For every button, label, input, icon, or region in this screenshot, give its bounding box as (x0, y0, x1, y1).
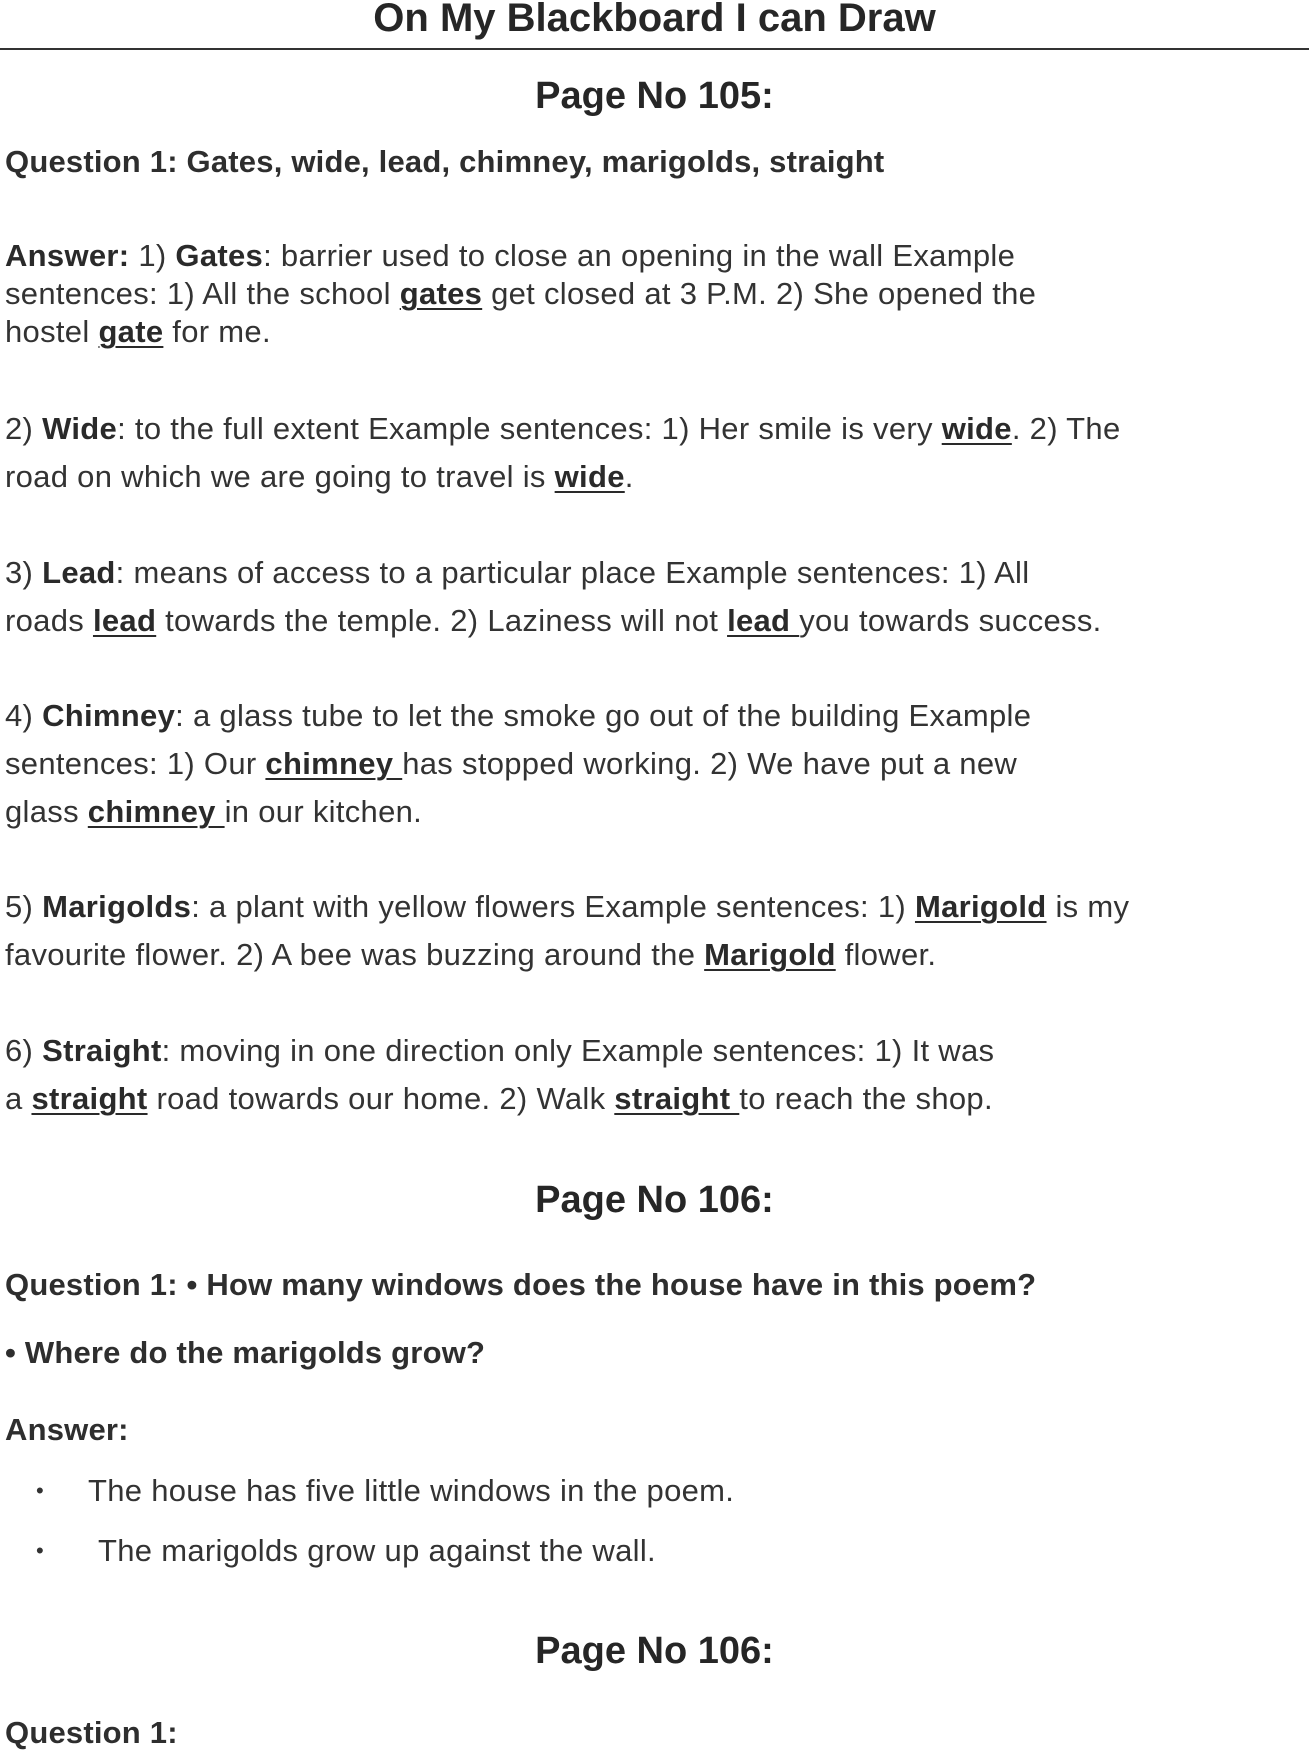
sentence-text: a (5, 1081, 32, 1116)
sentence-text: : a glass tube to let the smoke go out of the building Example (175, 698, 1032, 733)
keyword-underlined: wide (554, 459, 625, 494)
sentence-text: you towards success. (799, 603, 1102, 638)
sentence-text: favourite flower. 2) A bee was buzzing around the (5, 937, 705, 972)
keyword-underlined: straight (31, 1081, 148, 1116)
sentence-text: for me. (163, 314, 271, 349)
answer-line (5, 883, 1129, 931)
sentence-text: sentences: 1) All the school (5, 276, 400, 311)
sentence-text: in our kitchen. (224, 794, 423, 829)
item-number: 5) (5, 889, 34, 924)
vocab-word: Wide (42, 411, 118, 446)
keyword-underlined: lead (727, 603, 800, 638)
answer-item-gates (5, 237, 1036, 351)
sentence-text: glass (5, 794, 88, 829)
bullet-text: The marigolds grow up against the wall. (98, 1533, 656, 1568)
keyword-underlined: lead (92, 603, 157, 638)
sentence-text: roads (5, 603, 93, 638)
answer-line (5, 275, 1036, 313)
answer-label: Answer: (5, 1412, 129, 1447)
sentence-text: road on which we are going to travel is (5, 459, 555, 494)
answer-item-lead (5, 549, 1102, 645)
answer-line (5, 1075, 994, 1123)
vocab-word: Gates (175, 238, 264, 273)
vocab-word: Straight (42, 1033, 162, 1068)
keyword-underlined: gates (399, 276, 483, 311)
answer-line (5, 1027, 994, 1075)
page-heading-106-second: Page No 106: (535, 1630, 774, 1672)
answer-line (5, 740, 1031, 788)
bullet-icon: • (36, 1478, 45, 1503)
answer-line (5, 405, 1121, 453)
sentence-text: towards the temple. 2) Laziness will not (156, 603, 728, 638)
sentence-text: hostel (5, 314, 99, 349)
item-number: 2) (5, 411, 34, 446)
bullet-icon: • (36, 1538, 45, 1563)
question-text: Gates, wide, lead, chimney, marigolds, straight (186, 144, 885, 179)
keyword-underlined: gate (98, 314, 164, 349)
answer-item-wide (5, 405, 1121, 501)
sentence-text: has stopped working. 2) We have put a new (402, 746, 1018, 781)
sentence-text: : means of access to a particular place Example sentences: 1) All (115, 555, 1030, 590)
answer-line (5, 453, 1121, 501)
keyword-underlined: straight (614, 1081, 740, 1116)
vocab-word: Chimney (42, 698, 176, 733)
page-heading-106: Page No 106: (535, 1179, 774, 1221)
question-1-vocab (5, 142, 884, 182)
answer-item-chimney (5, 692, 1031, 836)
sentence-text: sentences: 1) Our (5, 746, 266, 781)
page-heading-105: Page No 105: (535, 75, 774, 117)
sentence-text: to reach the shop. (739, 1081, 993, 1116)
answer-line (5, 931, 1129, 979)
keyword-underlined: chimney (265, 746, 403, 781)
bullet-text: The house has five little windows in the poem. (88, 1473, 735, 1508)
sentence-text: . (624, 459, 634, 494)
vocab-word: Marigolds (42, 889, 192, 924)
answer-line (5, 237, 1036, 275)
answer-item-marigolds (5, 883, 1129, 979)
answer-item-straight (5, 1027, 994, 1123)
keyword-underlined: chimney (87, 794, 225, 829)
question-label-bottom: Question 1: (5, 1715, 178, 1750)
sentence-text: flower. (835, 937, 937, 972)
keyword-underlined: Marigold (704, 937, 836, 972)
item-number: 6) (5, 1033, 34, 1068)
document-title: On My Blackboard I can Draw (373, 0, 936, 40)
sentence-text: is my (1046, 889, 1130, 924)
vocab-word: Lead (42, 555, 116, 590)
answer-line (5, 313, 1036, 351)
question-label: Question 1: (5, 144, 187, 179)
answer-line (5, 549, 1102, 597)
sentence-text: : a plant with yellow flowers Example sentences: 1) (191, 889, 915, 924)
question-marigolds: • Where do the marigolds grow? (5, 1335, 486, 1370)
answer-line (5, 692, 1031, 740)
keyword-underlined: Marigold (914, 889, 1047, 924)
item-number: 3) (5, 555, 34, 590)
answer-line (5, 788, 1031, 836)
sentence-text: road towards our home. 2) Walk (147, 1081, 615, 1116)
sentence-text: get closed at 3 P.M. 2) She opened the (482, 276, 1037, 311)
answer-label: Answer: (5, 238, 130, 273)
definition: : barrier used to close an opening in the wall Example (263, 238, 1016, 273)
sentence-text: . 2) The (1011, 411, 1121, 446)
item-number: 1) (138, 238, 167, 273)
item-number: 4) (5, 698, 34, 733)
sentence-text: : to the full extent Example sentences: 1) Her smile is very (117, 411, 942, 446)
answer-line (5, 597, 1102, 645)
title-divider (0, 48, 1309, 50)
sentence-text: : moving in one direction only Example sentences: 1) It was (161, 1033, 995, 1068)
question-windows: Question 1: • How many windows does the house have in this poem? (5, 1267, 1037, 1302)
keyword-underlined: wide (941, 411, 1012, 446)
